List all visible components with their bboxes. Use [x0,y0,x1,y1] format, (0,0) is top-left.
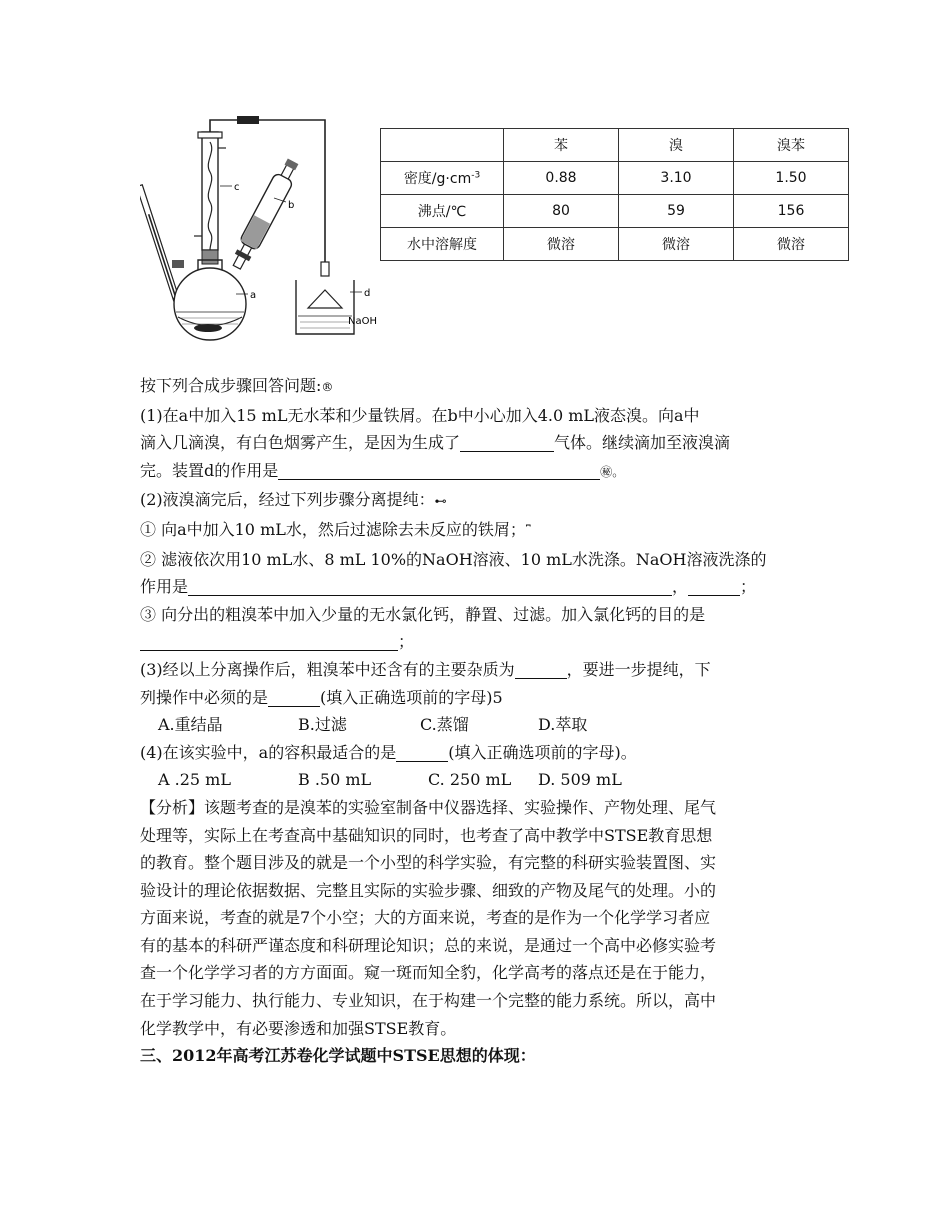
table-row-label: 密度$/g\cdot cm^{-3}$ [381,162,504,195]
option-a: A.重结晶 [158,715,223,735]
analysis-line: 验设计的理论依据数据、完整且实际的实验步骤、细致的产物及尾气的处理。小的 [140,880,717,900]
option-d: D. 509 mL [538,770,622,790]
q3-options [140,711,820,739]
question-body [140,372,820,1070]
option-b: B .50 mL [298,770,372,790]
table-row-label: 沸点/℃ [381,195,504,228]
answer-blank[interactable] [396,743,448,762]
table-row [381,162,849,195]
answer-blank[interactable] [278,461,600,480]
table-cell: 微溶 [734,228,849,261]
answer-blank[interactable] [515,660,567,679]
q2-step: ② 滤液依次用10 mL水、8 mL 10%的NaOH溶液、10 mL水洗涤。NaOH溶液洗涤的 [140,549,767,569]
table-cell: 156 [734,195,849,228]
q2-step: ③ 向分出的粗溴苯中加入少量的无水氯化钙，静置、过滤。加入氯化钙的目的是 [140,604,706,624]
table-cell: 1.50 [734,162,849,195]
q4-options [140,766,820,794]
table-header-cell [381,129,504,162]
answer-blank[interactable] [140,632,398,651]
analysis-line: 在于学习能力、执行能力、专业知识，在于构建一个完整的能力系统。所以，高中 [140,991,717,1011]
table-header-cell: 溴 [619,129,734,162]
table-cell: 59 [619,195,734,228]
label-naoh: NaOH [348,316,377,327]
table-cell: 3.10 [619,162,734,195]
table-header-cell: 溴苯 [734,129,849,162]
properties-table [380,128,849,261]
analysis-line: 的教育。整个题目涉及的就是一个小型的科学实验，有完整的科研实验装置图、实 [140,853,717,873]
option-c: C. 250 mL [428,770,512,790]
option-a: A .25 mL [158,770,231,790]
label-b: b [288,200,295,211]
table-cell: 微溶 [619,228,734,261]
intro-line: 按下列合成步骤回答问题:® [140,376,334,395]
analysis-line: 【分析】该题考查的是溴苯的实验室制备中仪器选择、实验操作、产物处理、尾气 [140,797,717,817]
table-row-label: 水中溶解度 [381,228,504,261]
table-row [381,195,849,228]
option-d: D.萃取 [538,715,588,735]
q1-line: 滴入几滴溴，有白色烟雾产生，是因为生成了 气体。继续滴加至液溴滴 [140,433,731,453]
answer-blank[interactable] [188,577,672,596]
table-cell: 0.88 [504,162,619,195]
q3-line: (3)经以上分离操作后，粗溴苯中还含有的主要杂质为 ，要进一步提纯，下 [140,659,711,679]
q1-line: 完。装置d的作用是 ㊙。 [140,460,625,480]
table-cell: 80 [504,195,619,228]
section-heading: 三、2012年高考江苏卷化学试题中STSE思想的体现： [140,1046,536,1066]
analysis-line: 处理等，实际上在考查高中基础知识的同时，也考查了高中教学中STSE教育思想 [140,825,713,845]
label-d: d [364,288,371,299]
answer-blank[interactable] [460,433,554,452]
analysis-line: 有的基本的科研严谨态度和科研理论知识；总的来说，是通过一个高中必修实验考 [140,935,717,955]
q3-line: 列操作中必须的是 (填入正确选项前的字母)5 [140,687,503,707]
label-c: c [234,182,240,193]
table-header-row [381,129,849,162]
analysis-line: 方面来说，考查的就是7个小空；大的方面来说，考查的是作为一个化学学习者应 [140,908,711,928]
q2-step: 作用是 ， ； [140,577,757,597]
q2-step: ； [140,628,820,656]
option-c: C.蒸馏 [420,715,469,735]
apparatus-diagram [140,112,380,342]
q1-line: (1)在a中加入15 mL无水苯和少量铁屑。在b中小心加入4.0 mL液态溴。向a中 [140,405,700,425]
analysis-line: 化学教学中，有必要渗透和加强STSE教育。 [140,1018,457,1038]
answer-blank[interactable] [268,688,320,707]
table-header-cell: 苯 [504,129,619,162]
q2-line: (2)液溴滴完后，经过下列步骤分离提纯：⊷ [140,490,447,510]
table-cell: 微溶 [504,228,619,261]
analysis-line: 查一个化学学习者的方方面面。窥一斑而知全豹，化学高考的落点还是在于能力， [140,963,717,983]
q4-line: (4)在该实验中，a的容积最适合的是 (填入正确选项前的字母)。 [140,742,637,762]
answer-blank[interactable] [688,577,740,596]
q2-step: ① 向a中加入10 mL水，然后过滤除去未反应的铁屑；⎴ [140,519,531,539]
option-b: B.过滤 [298,715,347,735]
label-a: a [250,290,257,301]
table-row [381,228,849,261]
